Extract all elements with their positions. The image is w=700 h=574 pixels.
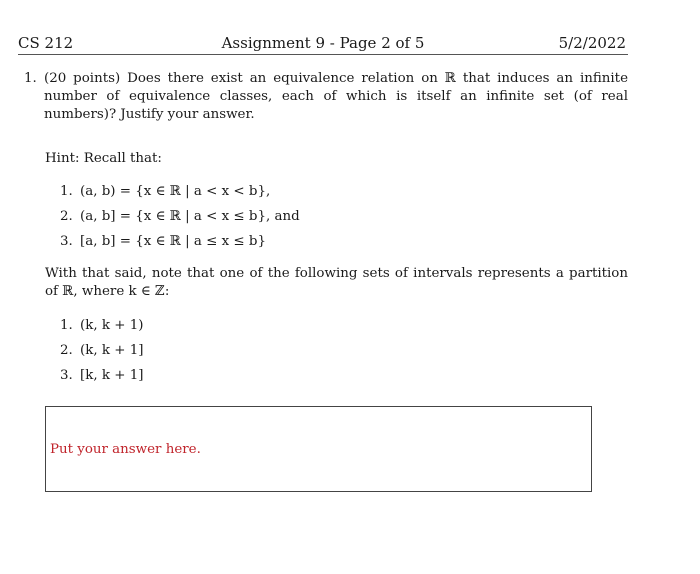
list-item-text: [a, b] = {x ∈ ℝ | a ≤ x ≤ b}: [80, 234, 266, 249]
list-item-number: 3.: [60, 368, 73, 383]
list-item-text: (k, k + 1]: [80, 343, 144, 358]
list-item: [60, 229, 300, 254]
list-item-number: 2.: [60, 343, 73, 358]
problem-text: (20 points) Does there exist an equivalence relation on ℝ that induces an infinite number of equivalence classes, each of which is itself an infinite set (of real numbers)? Justify your answer.: [44, 71, 628, 122]
list-item-text: (k, k + 1): [80, 318, 144, 333]
list-item: [60, 363, 143, 388]
list-item-number: 1.: [60, 318, 73, 333]
list-item-text: (a, b) = {x ∈ ℝ | a < x < b},: [80, 184, 271, 199]
hint-list: [60, 179, 300, 254]
answer-placeholder[interactable]: Put your answer here.: [50, 442, 201, 457]
list-item-number: 2.: [60, 209, 73, 224]
list-item: [60, 338, 143, 363]
course-code: CS 212: [18, 34, 74, 52]
problem-number: 1.: [24, 71, 37, 86]
list-item: [60, 313, 143, 338]
list-item-text: (a, b] = {x ∈ ℝ | a < x ≤ b}, and: [80, 209, 300, 224]
interval-list: [60, 313, 143, 388]
list-item-number: 1.: [60, 184, 73, 199]
date: 5/2/2022: [558, 34, 626, 52]
partition-note: With that said, note that one of the following sets of intervals represents a partition of ℝ, where k ∈ ℤ:: [45, 266, 628, 299]
list-item-number: 3.: [60, 234, 73, 249]
list-item-text: [k, k + 1]: [80, 368, 144, 383]
hint-intro: Hint: Recall that:: [45, 151, 162, 166]
answer-box[interactable]: [45, 406, 592, 492]
list-item: [60, 179, 300, 204]
page-title: Assignment 9 - Page 2 of 5: [221, 34, 425, 52]
problem-statement: [24, 70, 628, 124]
list-item: [60, 204, 300, 229]
page-header: [18, 34, 628, 55]
